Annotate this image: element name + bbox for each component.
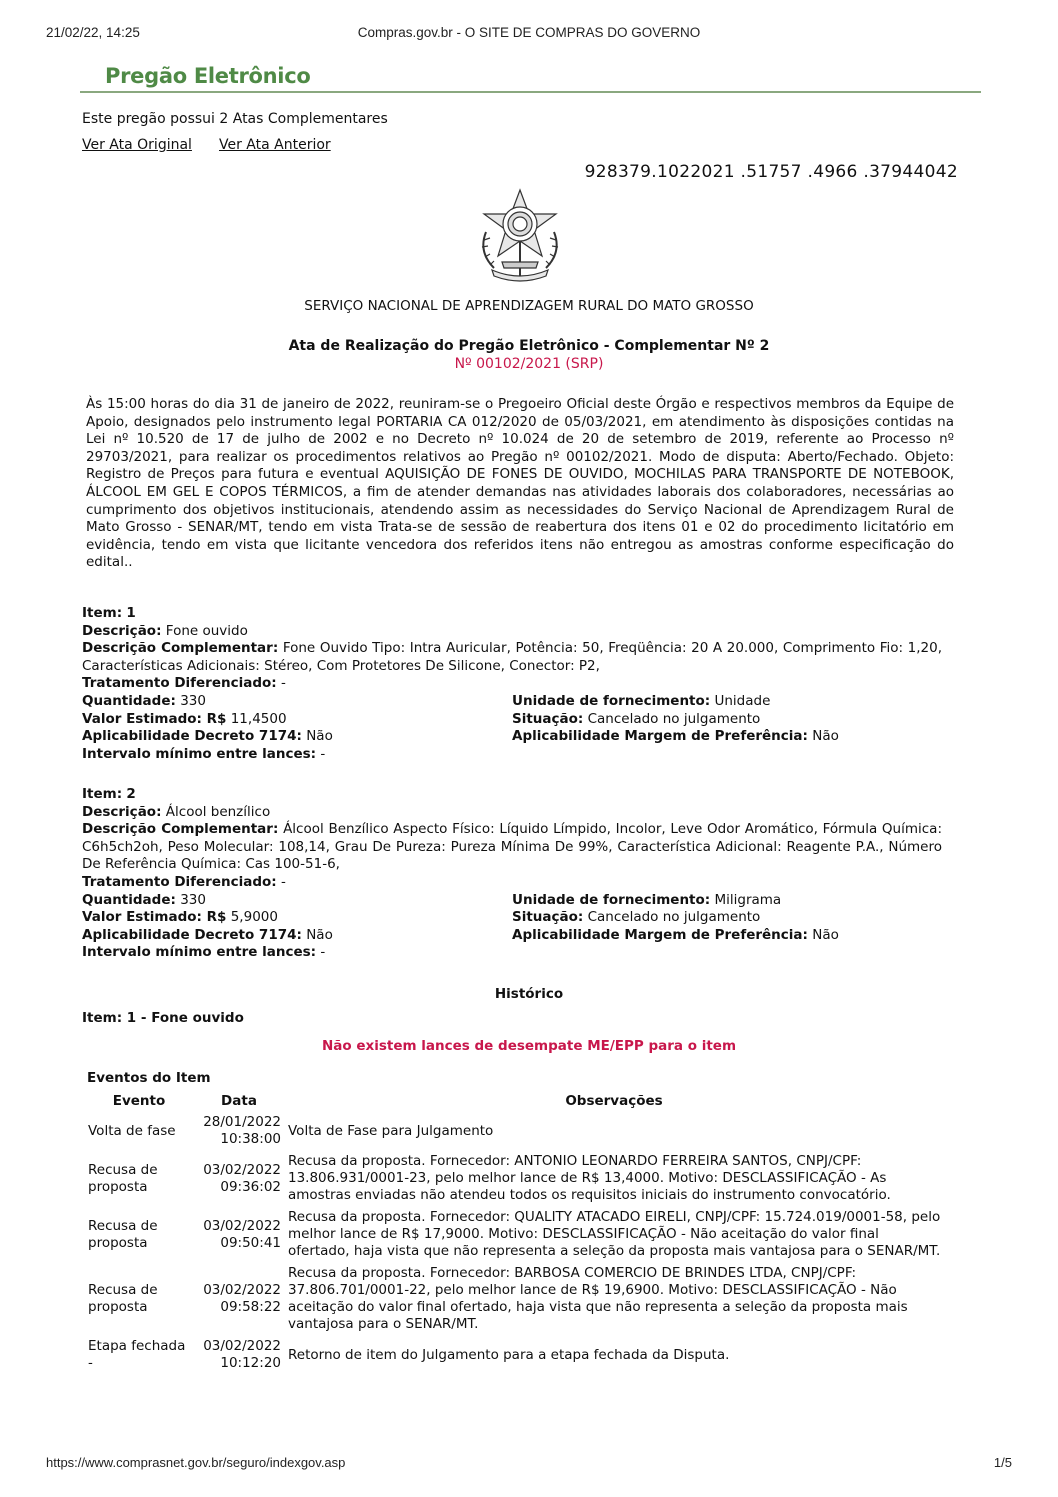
situacao-label: Situação: [512, 710, 584, 727]
event-date [194, 1263, 284, 1336]
situacao-value: Cancelado no julgamento [587, 710, 761, 727]
col-observacoes: Observações [565, 1093, 663, 1109]
title-divider [80, 91, 981, 93]
item-number: 1 [126, 605, 136, 621]
decreto-value: Não [306, 728, 333, 745]
col-evento: Evento [112, 1093, 166, 1109]
print-page-title: Compras.gov.br - O SITE DE COMPRAS DO GOVERNO [357, 25, 701, 40]
descricao-label: Descrição: [82, 622, 162, 639]
item-label: Item: [82, 786, 123, 802]
quantidade-value: 330 [180, 891, 206, 908]
event-type: Volta de fase [88, 1122, 176, 1139]
event-observation: Retorno de item do Julgamento para a etapa fechada da Disputa. [288, 1346, 730, 1363]
event-date-day: 03/02/2022 [203, 1338, 281, 1354]
brasao-republica-icon [472, 186, 568, 286]
margem-label: Aplicabilidade Margem de Preferência: [512, 926, 808, 943]
decreto-label: Aplicabilidade Decreto 7174: [82, 926, 302, 943]
table-row [84, 1151, 944, 1207]
unidade-value: Unidade [714, 692, 771, 709]
unidade-value: Miligrama [714, 891, 782, 908]
tratamento-value: - [280, 675, 286, 692]
print-page-number: 1/5 [993, 1455, 1012, 1470]
item-label: Item: [82, 605, 123, 621]
decreto-value: Não [306, 926, 333, 943]
descricao-complementar-label: Descrição Complementar: [82, 821, 279, 838]
ata-title: Ata de Realização do Pregão Eletrônico - Complementar Nº 2 [288, 338, 770, 354]
tratamento-label: Tratamento Diferenciado: [82, 873, 277, 890]
descricao-value: Fone ouvido [165, 622, 248, 639]
organization-name: SERVIÇO NACIONAL DE APRENDIZAGEM RURAL DO MATO GROSSO [304, 298, 754, 314]
intro-paragraph: Às 15:00 horas do dia 31 de janeiro de 2022, reuniram-se o Pregoeiro Oficial deste Órgão e respectivos membros da Equipe de Apoio, designados pelo instrumento legal PORTARIA CA 012/2020 de 05/03/2021, em atendimento às disposições contidas na Lei nº 10.520 de 17 de julho de 2002 e no Decreto nº 10.024 de 20 de setembro de 2019, referente ao Processo nº 29703/2021, para realizar os procedimentos relativos ao Pregão nº 00102/2021. Modo de disputa: Aberto/Fechado. Objeto: Registro de Preços para futura e eventual AQUISIÇÃO DE FONES DE OUVIDO, MOCHILAS PARA TRANSPORTE DE NOTEBOOK, ÁLCOOL EM GEL E COPOS TÉRMICOS, a fim de atender demandas nas atividades laborais dos colaboradores, necessárias ao cumprimento dos objetivos institucionais, atendendo assim as necessidades do Serviço Nacional de Aprendizagem Rural de Mato Grosso - SENAR/MT, tendo em vista Trata-se de sessão de reabertura dos itens 01 e 02 do procedimento licitatório em evidência, tendo em vista que licitante vencedora dos referidos itens não entregou as amostras conforme especificação do edital.. [86, 396, 954, 571]
item-number: 2 [126, 786, 136, 802]
event-date-time: 09:58:22 [220, 1299, 281, 1315]
descricao-complementar-value: Álcool Benzílico Aspecto Físico: Líquido Límpido, Incolor, Leve Odor Aromático, Fórmula Química: C6h5ch2oh, Peso Molecular: 108,14, Grau De Pureza: Pureza Mínima De 99%, Característica Adicional: Reagente P.A., Número De Referência Química: Cas 100-51-6, [82, 821, 943, 873]
valor-label: Valor Estimado: R$ [82, 710, 227, 727]
event-type: Recusa de proposta [88, 1217, 158, 1251]
quantidade-label: Quantidade: [82, 692, 176, 709]
descricao-label: Descrição: [82, 803, 162, 820]
ver-ata-anterior-link[interactable]: Ver Ata Anterior [219, 137, 331, 153]
document-number: 928379.1022021 .51757 .4966 .37944042 [584, 162, 958, 182]
historico-item-heading: Item: 1 - Fone ouvido [82, 1010, 244, 1026]
col-data: Data [221, 1093, 257, 1109]
intervalo-value: - [320, 944, 326, 961]
quantidade-label: Quantidade: [82, 891, 176, 908]
unidade-label: Unidade de fornecimento: [512, 692, 711, 709]
events-header-row [84, 1091, 944, 1112]
event-date [194, 1112, 284, 1151]
tratamento-label: Tratamento Diferenciado: [82, 675, 277, 692]
descricao-complementar-value: Fone Ouvido Tipo: Intra Auricular, Potência: 50, Freqüência: 20 A 20.000, Comprimento Fio: 1,20, Características Adicionais: Stéreo, Com Protetores De Silicone, Conector: P2, [82, 640, 942, 674]
event-date-day: 03/02/2022 [203, 1282, 281, 1298]
event-date-time: 10:12:20 [220, 1355, 281, 1371]
ata-number: Nº 00102/2021 (SRP) [454, 356, 604, 372]
tratamento-value: - [280, 873, 286, 890]
situacao-value: Cancelado no julgamento [587, 909, 761, 926]
event-date-day: 28/01/2022 [203, 1114, 281, 1130]
intervalo-label: Intervalo mínimo entre lances: [82, 944, 317, 961]
item-2-block [82, 786, 942, 962]
margem-label: Aplicabilidade Margem de Preferência: [512, 728, 808, 745]
event-observation: Recusa da proposta. Fornecedor: ANTONIO LEONARDO FERREIRA SANTOS, CNPJ/CPF: 13.806.931/0001-23, pelo melhor lance de R$ 13,4000. Motivo: DESCLASSIFICAÇÃO - As amostras enviadas não atendeu todos os requisitos iniciais do instrumento convocatório. [288, 1153, 891, 1203]
quantidade-value: 330 [180, 692, 206, 709]
situacao-label: Situação: [512, 909, 584, 926]
table-row [84, 1112, 944, 1151]
table-row [84, 1207, 944, 1263]
event-date [194, 1207, 284, 1263]
events-title: Eventos do Item [87, 1070, 211, 1086]
event-observation: Recusa da proposta. Fornecedor: BARBOSA COMERCIO DE BRINDES LTDA, CNPJ/CPF: 37.806.701/0001-22, pelo melhor lance de R$ 19,6900. Motivo: DESCLASSIFICAÇÃO - Não aceitação do valor final ofertado, haja vista que não representa a seleção da proposta mais vantajosa para o SENAR/MT. [288, 1265, 908, 1332]
ver-ata-original-link[interactable]: Ver Ata Original [82, 137, 192, 153]
no-bids-notice: Não existem lances de desempate ME/EPP para o item [321, 1038, 737, 1054]
print-url: https://www.comprasnet.gov.br/seguro/indexgov.asp [46, 1455, 346, 1470]
unidade-label: Unidade de fornecimento: [512, 891, 711, 908]
margem-value: Não [812, 728, 839, 745]
valor-label: Valor Estimado: R$ [82, 909, 227, 926]
page-title: Pregão Eletrônico [105, 64, 311, 88]
intervalo-value: - [320, 745, 326, 762]
valor-value: 11,4500 [230, 710, 287, 727]
event-observation: Volta de Fase para Julgamento [288, 1122, 494, 1139]
historico-title: Histórico [494, 986, 564, 1002]
table-row [84, 1336, 944, 1375]
event-date-day: 03/02/2022 [203, 1161, 281, 1178]
print-datetime: 21/02/22, 14:25 [46, 25, 140, 40]
table-row [84, 1263, 944, 1336]
valor-value: 5,9000 [230, 909, 278, 926]
descricao-value: Álcool benzílico [165, 803, 271, 820]
descricao-complementar-label: Descrição Complementar: [82, 640, 279, 657]
item-1-block [82, 605, 942, 763]
event-observation: Recusa da proposta. Fornecedor: QUALITY ATACADO EIRELI, CNPJ/CPF: 15.724.019/0001-58, pelo melhor lance de R$ 17,9000. Motivo: DESCLASSIFICAÇÃO - Não aceitação do valor final ofertado, haja vista que não representa a seleção da proposta mais vantajosa para o SENAR/MT. [288, 1209, 941, 1259]
event-date-time: 09:36:02 [220, 1178, 281, 1195]
event-type: Recusa de proposta [88, 1282, 158, 1315]
event-date-time: 09:50:41 [220, 1234, 281, 1251]
event-date-time: 10:38:00 [220, 1131, 281, 1147]
atas-note: Este pregão possui 2 Atas Complementares [82, 111, 388, 127]
event-type: Recusa de proposta [88, 1161, 158, 1195]
decreto-label: Aplicabilidade Decreto 7174: [82, 728, 302, 745]
events-table [84, 1091, 944, 1375]
intervalo-label: Intervalo mínimo entre lances: [82, 745, 317, 762]
event-date [194, 1151, 284, 1207]
event-date-day: 03/02/2022 [203, 1217, 281, 1234]
event-date [194, 1336, 284, 1375]
event-type: Etapa fechada - [88, 1338, 186, 1371]
margem-value: Não [812, 926, 839, 943]
